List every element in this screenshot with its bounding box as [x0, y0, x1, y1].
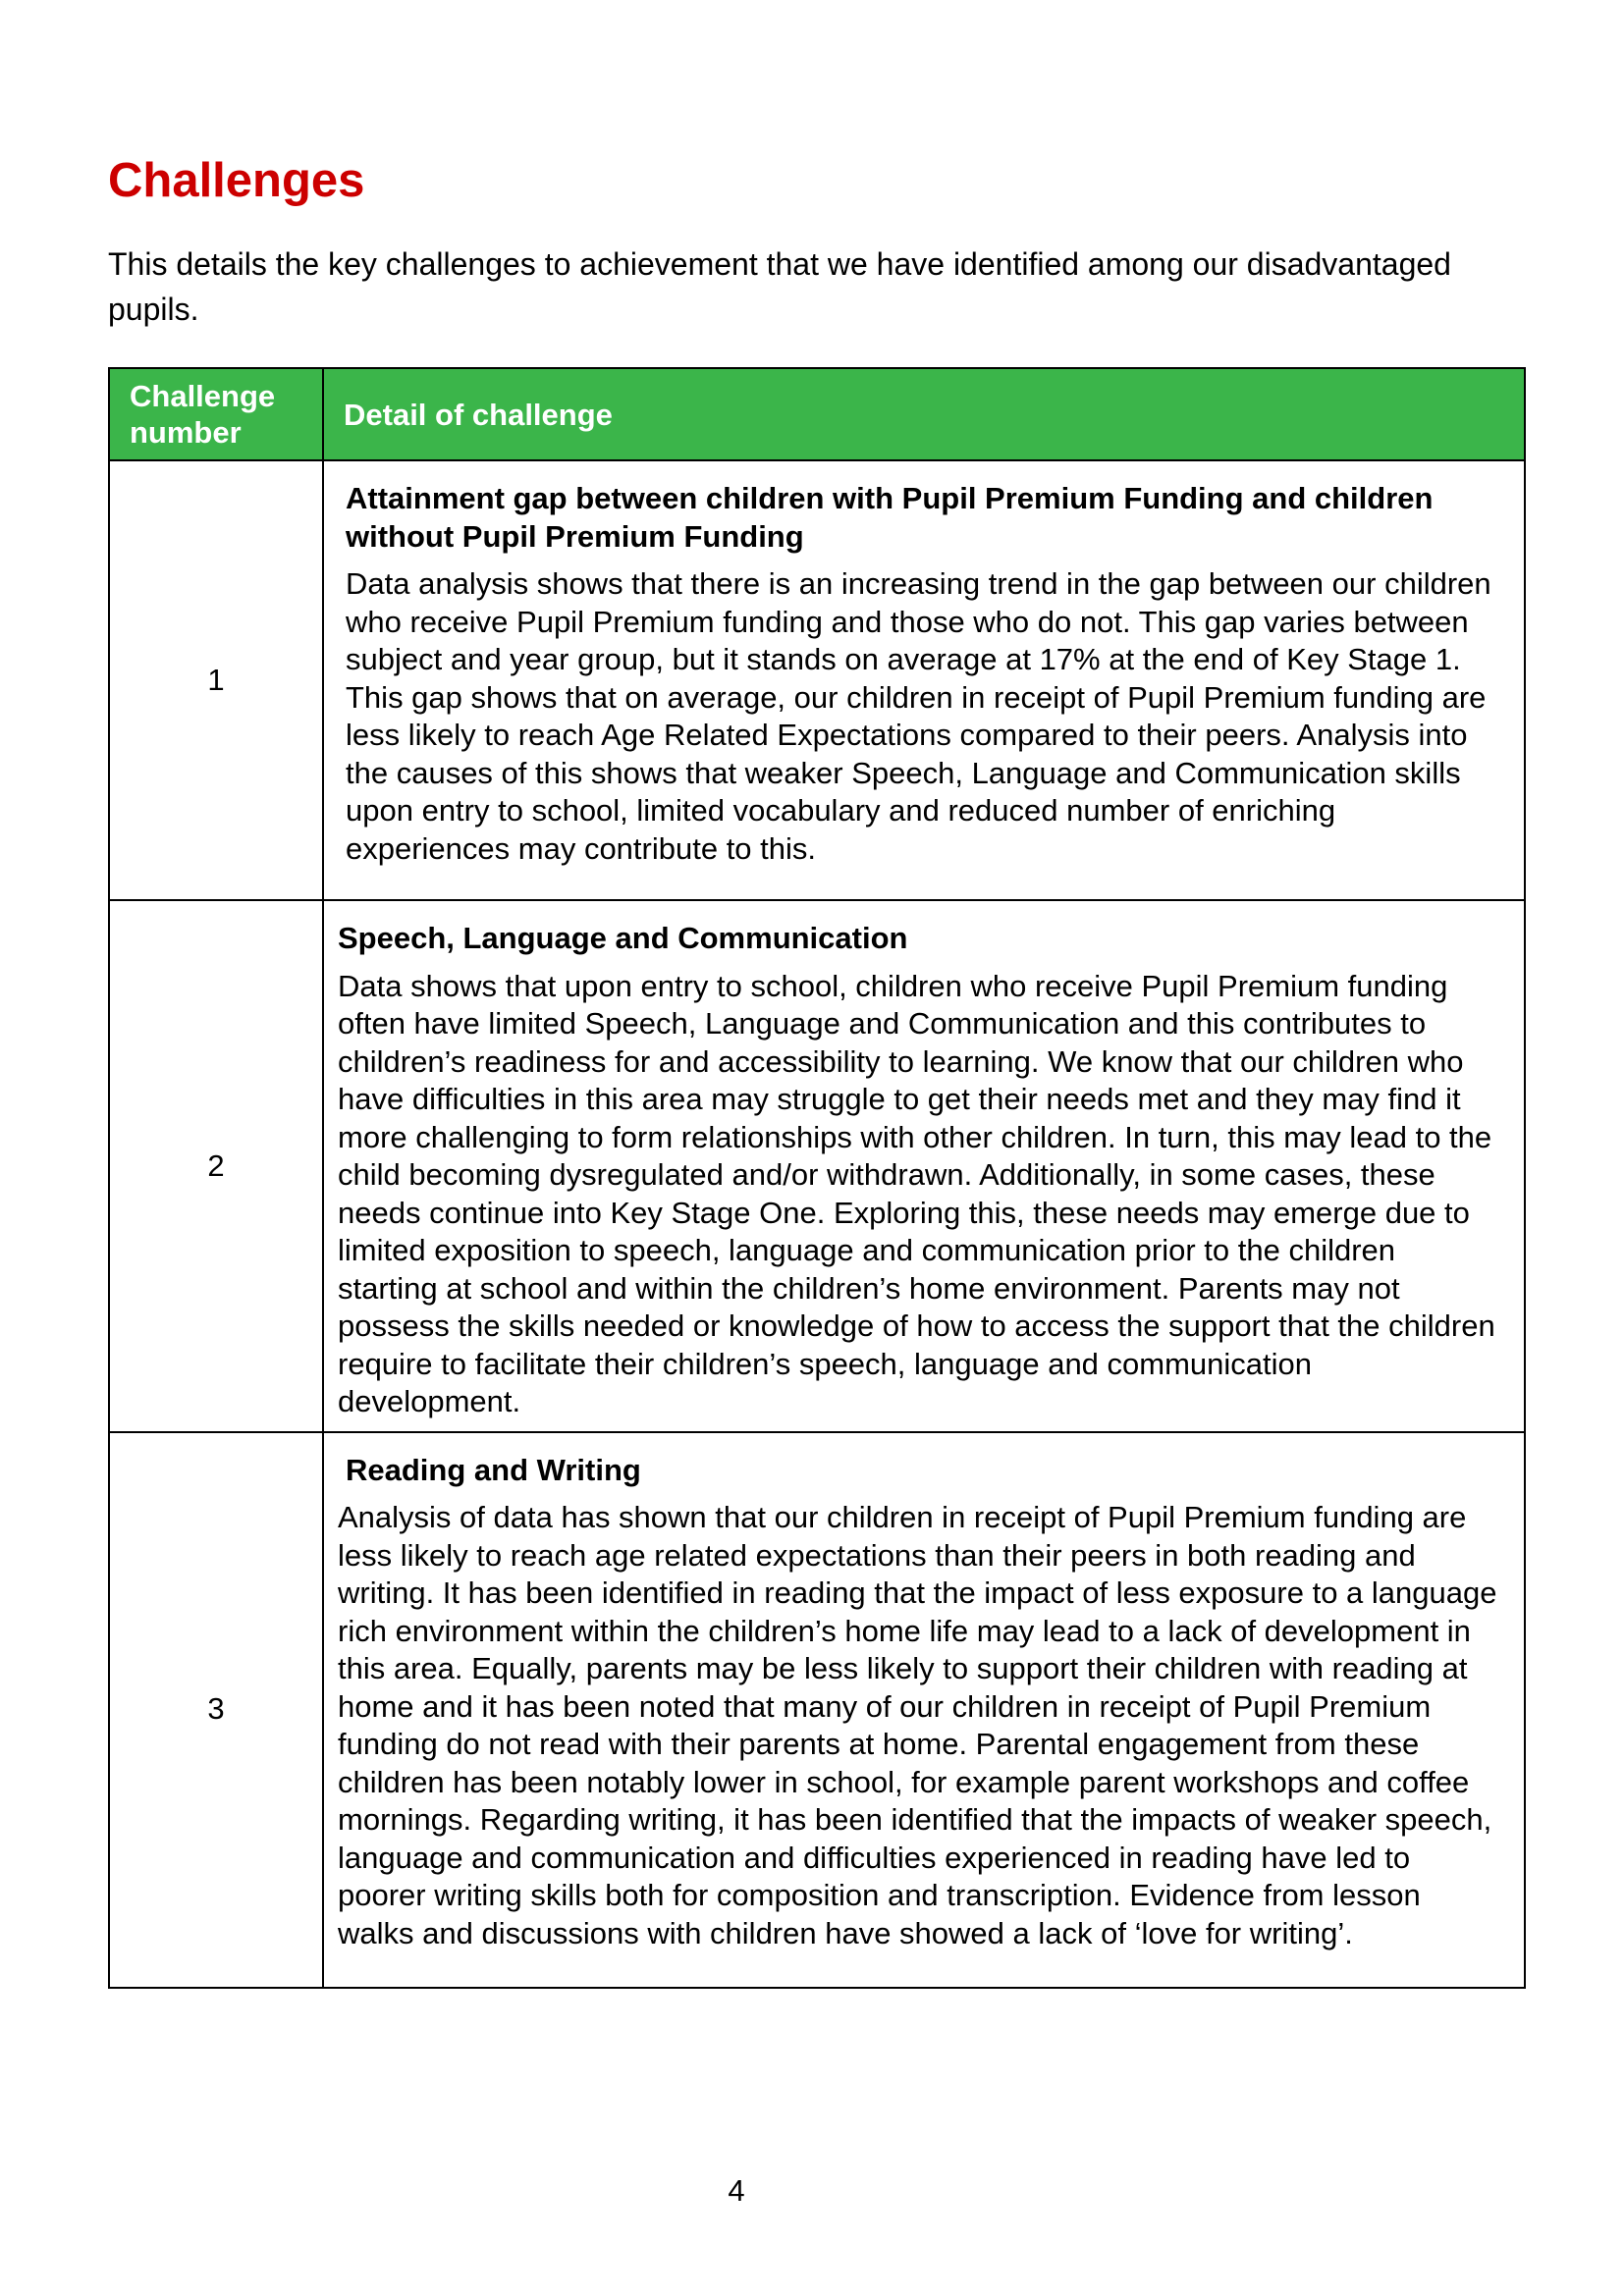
- header-challenge-number: Challenge number: [109, 368, 323, 460]
- intro-paragraph: This details the key challenges to achievement that we have identified among our disadvantaged pupils.: [108, 246, 1451, 327]
- challenge-description: Data analysis shows that there is an increasing trend in the gap between our children who receive Pupil Premium funding and those who do not. This gap varies between subject and year group, but it stands on average at 17% at the end of Key Stage 1. This gap shows that on average, our children in receipt of Pupil Premium funding are less likely to reach Age Related Expectations compared to their peers. Analysis into the causes of this shows that weaker Speech, Language and Communication skills upon entry to school, limited vocabulary and reduced number of enriching experiences may contribute to this.: [346, 566, 1491, 866]
- challenge-detail: [323, 460, 1525, 900]
- challenge-number: 3: [109, 1432, 323, 1988]
- challenge-title: Attainment gap between children with Pupil Premium Funding and children without Pupil Premium Funding: [346, 481, 1434, 554]
- challenge-detail: [323, 1432, 1525, 1988]
- challenge-number: 2: [109, 900, 323, 1432]
- challenge-title: Reading and Writing: [346, 1452, 641, 1487]
- header-detail-of-challenge: Detail of challenge: [323, 368, 1525, 460]
- page-title: Challenges: [108, 154, 365, 207]
- challenge-detail: [323, 900, 1525, 1432]
- table-row: [109, 900, 1525, 1432]
- table-row: [109, 460, 1525, 900]
- challenge-description: Analysis of data has shown that our children in receipt of Pupil Premium funding are less likely to reach age related expectations than their peers in both reading and writing. It has been identified in reading that the impact of less exposure to a language rich environment within the children’s home life may lead to a lack of development in this area. Equally, parents may be less likely to support their children with reading at home and it has been noted that many of our children in receipt of Pupil Premium funding do not read with their parents at home. Parental engagement from these children has been notably lower in school, for example parent workshops and coffee mornings. Regarding writing, it has been identified that the impacts of weaker speech, language and communication and difficulties experienced in reading have led to poorer writing skills both for composition and transcription. Evidence from lesson walks and discussions with children have showed a lack of ‘love for writing’.: [338, 1500, 1497, 1950]
- table-header-row: [109, 368, 1525, 460]
- table-row: [109, 1432, 1525, 1988]
- challenges-table: [108, 367, 1526, 1989]
- challenge-number: 1: [109, 460, 323, 900]
- challenge-description: Data shows that upon entry to school, children who receive Pupil Premium funding often have limited Speech, Language and Communication and this contributes to children’s readiness for and accessibility to learning. We know that our children who have difficulties in this area may struggle to get their needs met and they may find it more challenging to form relationships with other children. In turn, this may lead to the child becoming dysregulated and/or withdrawn. Additionally, in some cases, these needs continue into Key Stage One. Exploring this, these needs may emerge due to limited exposition to speech, language and communication prior to the children starting at school and within the children’s home environment. Parents may not possess the skills needed or knowledge of how to access the support that the children require to facilitate their children’s speech, language and communication development.: [338, 968, 1495, 1418]
- page-number: 4: [728, 2173, 745, 2208]
- challenge-title: Speech, Language and Communication: [338, 921, 908, 955]
